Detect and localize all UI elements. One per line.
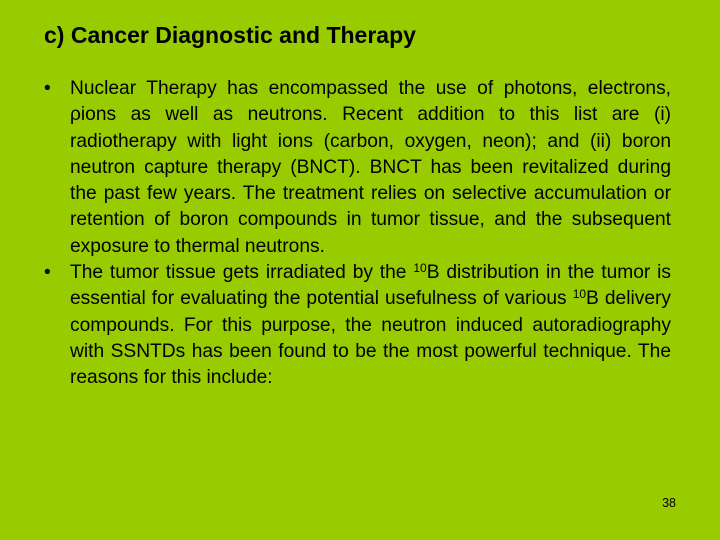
bullet-dot-icon: •: [44, 262, 51, 284]
bullet-text: [70, 262, 671, 388]
bullet-text-segment: B delivery compounds. For this purpose, the neutron induced autoradiography with SSNTDs has been found to be the most powerful technique. The reasons for this include:: [70, 288, 671, 389]
isotope-mass-number: 10: [572, 287, 587, 302]
bullet-item-tumor-irradiation: [44, 260, 671, 391]
bullet-item-nuclear-therapy: [44, 76, 671, 260]
bullet-text-segment: B distribution in the tumor is essential for evaluating the potential usefulness of various: [70, 262, 671, 310]
bullet-text-segment: The tumor tissue gets irradiated by the: [70, 262, 414, 284]
bullet-text-segment: Nuclear Therapy has encompassed the use of photons, electrons, ρions as well as neutrons. Recent addition to this list are (i) radiotherapy with light ions (carbon, oxygen, neon); and (ii) boron neutron capture therapy (BNCT). BNCT has been revitalized during the past few years. The treatment relies on selective accumulation or retention of boron compounds in tumor tissue, and the subsequent exposure to thermal neutrons.: [70, 78, 671, 257]
slide-title: c) Cancer Diagnostic and Therapy: [44, 22, 416, 48]
bullet-list: [44, 76, 671, 392]
isotope-mass-number: 10: [413, 261, 427, 276]
bullet-text: [70, 78, 671, 257]
bullet-dot-icon: •: [44, 78, 51, 99]
page-number: 38: [662, 496, 676, 510]
